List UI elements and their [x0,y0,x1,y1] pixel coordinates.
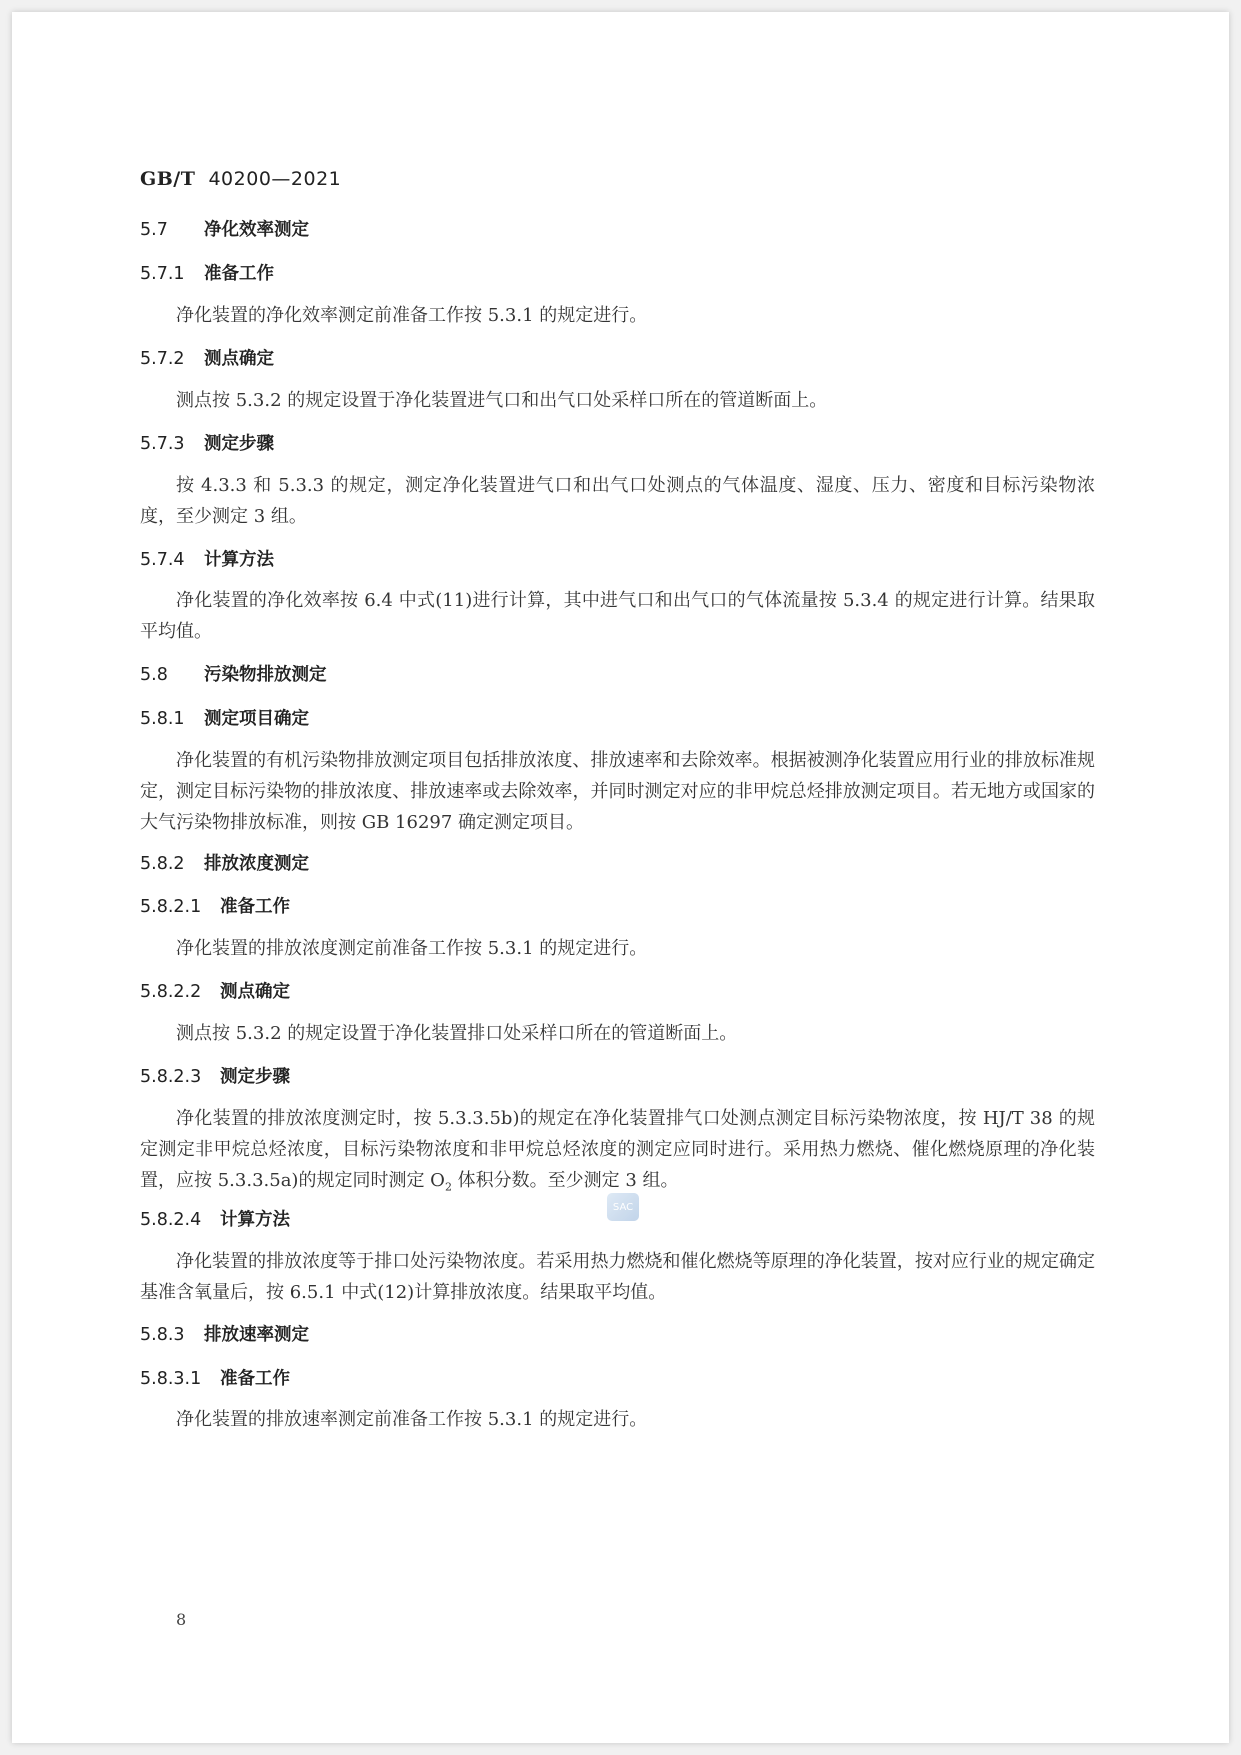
paragraph: 测点按 5.3.2 的规定设置于净化装置进气口和出气口处采样口所在的管道断面上。 [176,390,828,411]
paragraph: 净化装置的净化效率按 6.4 中式(11)进行计算，其中进气口和出气口的气体流量按 5.3.4 的规定进行计算。结果取平均值。 [140,590,1095,642]
section-heading: 5.7.1 准备工作 [140,264,274,284]
section-heading: 5.7.3 测定步骤 [140,434,274,454]
paragraph: 净化装置的有机污染物排放测定项目包括排放浓度、排放速率和去除效率。根据被测净化装置应用行业的排放标准规定，测定目标污染物的排放浓度、排放速率或去除效率，并同时测定对应的非甲烷总烃排放测定项目。若无地方或国家的大气污染物排放标准，则按 GB 16297 确定测定项目。 [140,750,1095,833]
paragraph: 测点按 5.3.2 的规定设置于净化装置排口处采样口所在的管道断面上。 [176,1023,738,1044]
paragraph: 净化装置的排放速率测定前准备工作按 5.3.1 的规定进行。 [176,1409,648,1430]
section-heading: 5.8 污染物排放测定 [140,665,327,685]
section-heading: 5.8.3.1 准备工作 [140,1369,290,1389]
section-heading: 5.7 净化效率测定 [140,220,309,240]
paragraph: 按 4.3.3 和 5.3.3 的规定，测定净化装置进气口和出气口处测点的气体温度、湿度、压力、密度和目标污染物浓度，至少测定 3 组。 [140,475,1095,527]
section-heading: 5.8.2 排放浓度测定 [140,854,309,874]
paragraph: 净化装置的排放浓度等于排口处污染物浓度。若采用热力燃烧和催化燃烧等原理的净化装置，按对应行业的规定确定基准含氧量后，按 6.5.1 中式(12)计算排放浓度。结果取平均值。 [140,1251,1095,1303]
document-page [12,12,1229,1743]
paragraph: 净化装置的排放浓度测定时，按 5.3.3.5b)的规定在净化装置排气口处测点测定目标污染物浓度，按 HJ/T 38 的规定测定非甲烷总烃浓度，目标污染物浓度和非甲烷总烃浓度的测定应同时进行。采用热力燃烧、催化燃烧原理的净化装置，应按 5.3.3.5a)的规定同时测定 $O_2$ 体积分数。至少测定 3 组。 [140,1108,1095,1194]
section-heading: 5.7.4 计算方法 [140,550,274,570]
section-heading: 5.8.1 测定项目确定 [140,709,309,729]
section-heading: 5.7.2 测点确定 [140,349,274,369]
paragraph: 净化装置的排放浓度测定前准备工作按 5.3.1 的规定进行。 [176,938,648,959]
standard-prefix: GB/T [140,168,196,190]
page-number: 8 [176,1610,187,1629]
section-heading: 5.8.2.1 准备工作 [140,897,290,917]
section-heading: 5.8.2.2 测点确定 [140,982,290,1002]
paragraph: 净化装置的净化效率测定前准备工作按 5.3.1 的规定进行。 [176,305,648,326]
watermark-logo: SAC [607,1193,639,1221]
section-heading: 5.8.2.3 测定步骤 [140,1067,290,1087]
section-heading: 5.8.3 排放速率测定 [140,1325,309,1345]
section-heading: 5.8.2.4 计算方法 [140,1210,290,1230]
standard-number: 40200—2021 [208,168,342,190]
document-content [12,12,1229,1743]
